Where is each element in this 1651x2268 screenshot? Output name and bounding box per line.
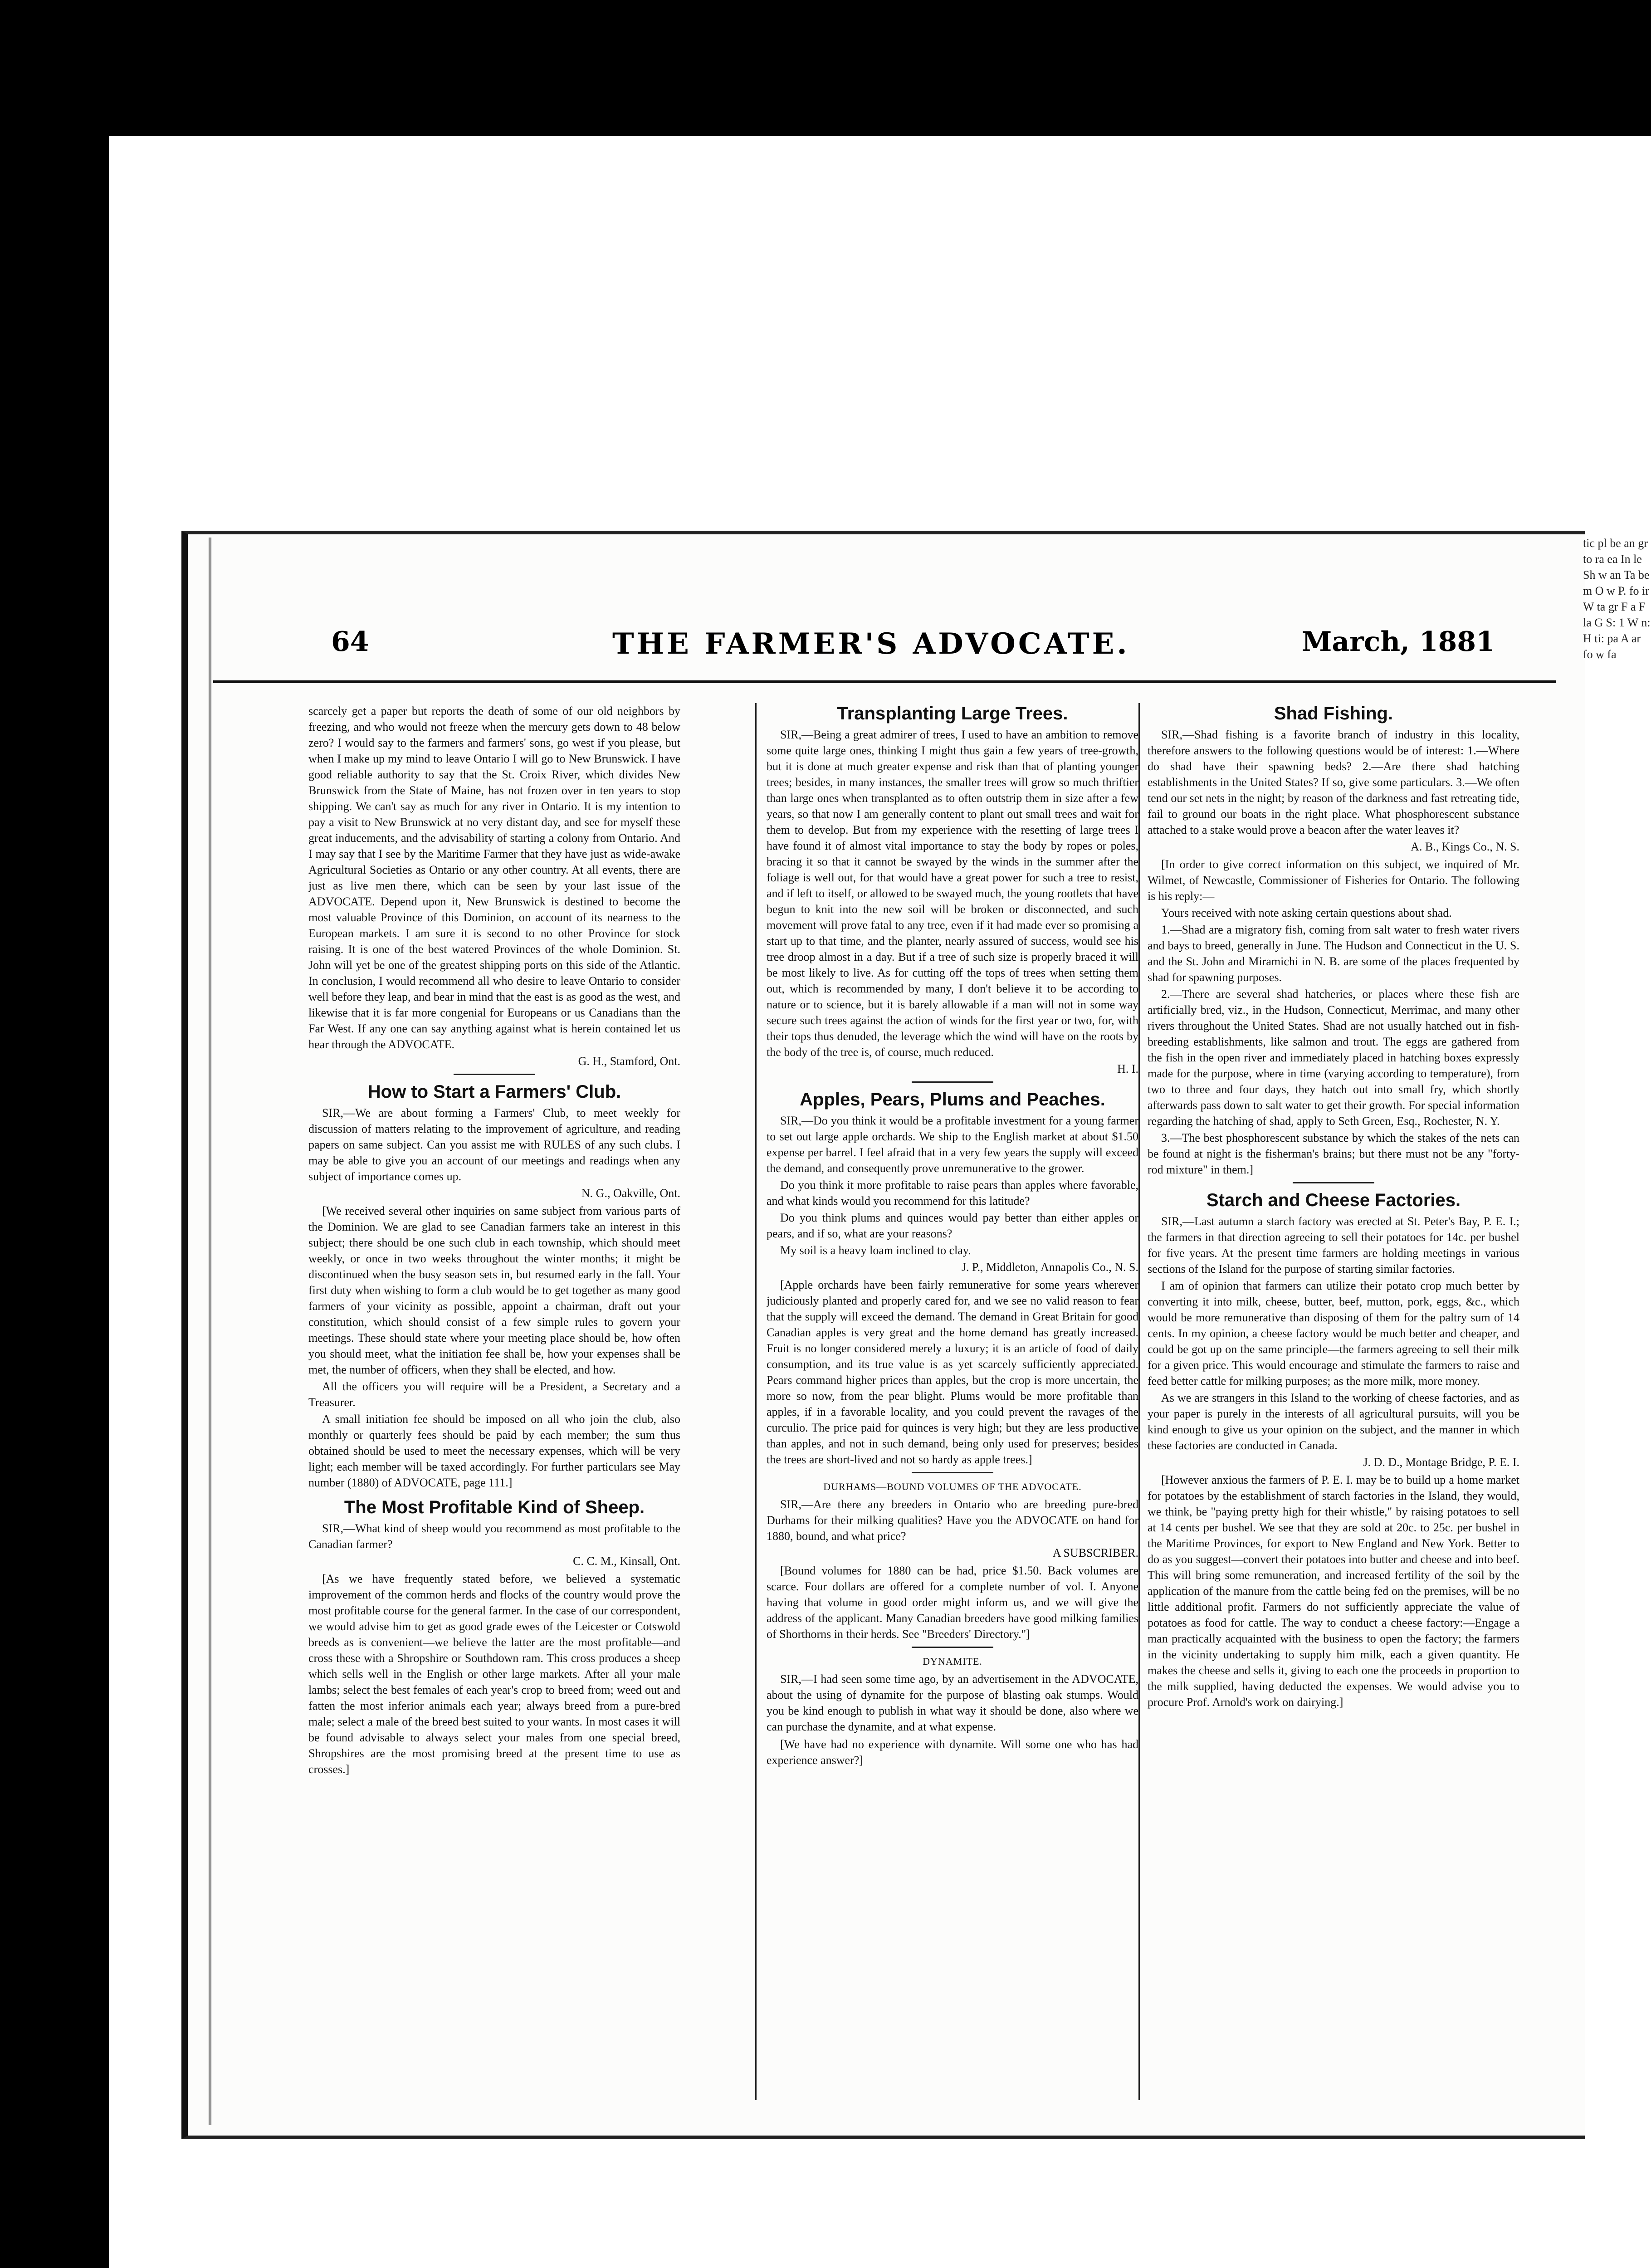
paragraph: [Apple orchards have been fairly remunerative for some years wherever judiciously planted and properly cared for, and we see no valid reason to fear that the supply will exceed the demand. The demand in Great Britain for good Canadian apples is very great and the home demand has greatly increased. Fruit is no longer considered merely a luxury; it is an article of food of daily consumption, and its true value is as yet scarcely sufficiently appreciated. Pears command higher prices than apples, but the crop is more uncertain, the more so now, from the pear blight. Plums would be more profitable than apples, if in a favorable locality, and you could prevent the ravages of the curculio. The price paid for quinces is very high; but they are less productive than apples, and not in such demand, being only used for preserves; besides the trees are short-lived and not so hardy as apple trees.] xyxy=(767,1278,1138,1466)
paragraph: All the officers you will require will be a President, a Secretary and a Treasurer. xyxy=(308,1380,680,1409)
article-heading: Transplanting Large Trees. xyxy=(837,704,1068,723)
divider xyxy=(912,1647,993,1648)
paragraph: 2.—There are several shad hatcheries, or places where these fish are artificially bred, viz., in the Hudson, Connecticut, Merrimac, and many other rivers throughout the United States. Shad are not usually hatched out in fish-breeding establishments, like salmon and trout. The eggs are gathered from the fish in the open river and immediately placed in hatching boxes expressly made for the purpose, where in time (varying according to temperature), from two to three and four days, they hatch out into small fry, which shortly afterwards pass down to salt water to get their growth. For special information regarding the hatching of shad, apply to Seth Green, Esq., Rochester, N. Y. xyxy=(1148,987,1519,1128)
paragraph: My soil is a heavy loam inclined to clay. xyxy=(780,1244,971,1257)
paragraph: SIR,—We are about forming a Farmers' Club, to meet weekly for discussion of matters relating to the improvement of agriculture, and reading papers on same subject. Can you assist me with RULES of any such clubs. I may be able to give you an account of our meetings and readings when any subject of importance comes up. xyxy=(308,1106,680,1183)
paragraph: 1.—Shad are a migratory fish, coming from salt water to fresh water rivers and bays to breed, generally in June. The Hudson and Connecticut in the U. S. and the St. John and Miramichi in N. B. are some of the places frequented by shad for spawning purposes. xyxy=(1148,923,1519,984)
paragraph: SIR,—Shad fishing is a favorite branch of industry in this locality, therefore answers to the following questions would be of interest: 1.—Where do shad have their spawning beds? 2.—Are there shad hatching establishments in the United States? If so, give some particulars. 3.—We often tend our set nets in the night; by reason of the darkness and fast retreating tide, fail to ground our boats in the right place. What phosphorescent substance attached to a stake would prove a beacon after the water leaves it? xyxy=(1148,728,1519,836)
paragraph: I am of opinion that farmers can utilize their potato crop much better by converting it into milk, cheese, butter, beef, mutton, pork, eggs, &c., which would be more remunerative than disposing of them for the paltry sum of 14 cents. In my opinion, a cheese factory would be much better and cheaper, and could be got up on the same principle—the farmers agreeing to sell their milk for a given price. This would encourage and stimulate the farmers to raise and feed better cattle for milking purposes; as the more milk, more money. xyxy=(1148,1279,1519,1388)
column-2 xyxy=(767,703,1138,2109)
paragraph: SIR,—What kind of sheep would you recommend as most profitable to the Canadian farmer? xyxy=(308,1522,680,1551)
article-heading: Starch and Cheese Factories. xyxy=(1206,1190,1461,1210)
column-rule xyxy=(1138,703,1140,2100)
signature: A SUBSCRIBER. xyxy=(1052,1546,1138,1559)
subheading: DURHAMS—BOUND VOLUMES OF THE ADVOCATE. xyxy=(823,1481,1082,1492)
paragraph: [We have had no experience with dynamite. Will some one who has had experience answer?] xyxy=(767,1738,1138,1767)
article-heading: Apples, Pears, Plums and Peaches. xyxy=(800,1090,1105,1110)
paragraph: [However anxious the farmers of P. E. I. may be to build up a home market for potatoes by the establishment of starch factories in the Island, they would, we think, be "paying pretty high for their whistle," by raising potatoes to sell at 14 cents per bushel. We see that they are sold at 20c. to 25c. per bushel in the Maritime Provinces, for export to New England and New York. Better to do as you suggest—convert their potatoes into butter and cheese and into beef. This will bring some remuneration, and increased fertility of the soil by the application of the manure from the cattle being fed on the premises, will be no little additional profit. Farmers do not sufficiently appreciate the value of potatoes as food for cattle. The way to conduct a cheese factory:—Engage a man practically acquainted with the business to open the factory; the farmers in the vicinity undertaking to supply him milk, each a given quantity. He makes the cheese and sells it, giving to each one the proceeds in proportion to the milk supplied, having deducted the expenses. We would advise you to procure Prof. Arnold's work on dairying.] xyxy=(1148,1473,1519,1709)
paragraph: [In order to give correct information on this subject, we inquired of Mr. Wilmet, of Newcastle, Commissioner of Fisheries for Ontario. The following is his reply:— xyxy=(1148,858,1519,903)
paragraph: SIR,—Last autumn a starch factory was erected at St. Peter's Bay, P. E. I.; the farmers in that direction agreeing to sell their potatoes for 14c. per bushel for five years. At the present time farmers are holding meetings in various sections of the Island for the purpose of starting similar factories. xyxy=(1148,1215,1519,1276)
signature: H. I. xyxy=(1117,1062,1138,1075)
paragraph: [We received several other inquiries on same subject from various parts of the Dominion. We are glad to see Canadian farmers take an interest in this subject; there should be one such club in each township, which should meet weekly, or once in two weeks throughout the winter months; it might be discontinued when the busy season sets in, but resumed early in the fall. Your first duty when wishing to form a club would be to get together as many good farmers of your vicinity as possible, appoint a chairman, draft out your constitution, which should consist of a few simple rules to govern your meetings. These should state where your meeting place should be, how often you should meet, what the initiation fee shall be, how your expenses shall be met, the number of officers, when they shall be elected, and how. xyxy=(308,1204,680,1376)
book-spine xyxy=(190,538,211,2125)
paragraph: 3.—The best phosphorescent substance by which the stakes of the nets can be found at night is the fisherman's brains; but there must not be any "forty-rod mixture" in them.] xyxy=(1148,1131,1519,1176)
column-1 xyxy=(308,703,680,2109)
paragraph: scarcely get a paper but reports the death of some of our old neighbors by freezing, and who would not freeze when the mercury gets down to 48 below zero? I would say to the farmers and farmers' sons, go west if you please, but when I make up my mind to leave Ontario I will go to New Brunswick. I have good reliable authority to say that the St. Croix River, which divides New Brunswick from the State of Maine, has not frozen over in ten years to stop shipping. We can't say as much for any river in Ontario. It is my intention to pay a visit to New Brunswick at no very distant day, and see for myself these great inducements, and the advisability of starting a colony from Ontario. And I may say that I see by the Maritime Farmer that they have just as wide-awake Agricultural Societies as Ontario or any other country. At all events, there are just as live men there, which can be seen by your last issue of the ADVOCATE. Depend upon it, New Brunswick is destined to become the most valuable Province of this Dominion, on account of its nearness to the European markets. I am sure it is second to no other Province for stock raising. It is one of the best watered Provinces of the whole Dominion. St. John will yet be one of the greatest shipping ports on this side of the Atlantic. In conclusion, I would recommend all who desire to leave Ontario to consider well before they leap, and bear in mind that the east is as good as the west, and likewise that it is far more congenial for Europeans or us Canadians than the Far West. If any one can say anything against what is herein contained let us hear through the ADVOCATE. xyxy=(308,704,680,1051)
facing-page-edge xyxy=(1583,535,1651,2150)
paragraph: As we are strangers in this Island to the working of cheese factories, and as your paper is purely in the interests of all agricultural pursuits, will you be kind enough to give us your opinion on the subject, and the manner in which these factories are conducted in Canada. xyxy=(1148,1391,1519,1452)
paragraph: SIR,—Are there any breeders in Ontario who are breeding pure-bred Durhams for their milking qualities? Have you the ADVOCATE on hand for 1880, bound, and what price? xyxy=(767,1498,1138,1543)
facing-page-text: tic pl be an gr to ra ea In le Sh w an Ta be m O w P. fo ir W ta gr F a F la G S: 1 W n: H ti: pa A ar fo w fa xyxy=(1583,537,1651,661)
page-number: 64 xyxy=(331,626,369,658)
signature: N. G., Oakville, Ont. xyxy=(581,1187,680,1200)
masthead: THE FARMER'S ADVOCATE. xyxy=(612,627,1130,661)
signature: C. C. M., Kinsall, Ont. xyxy=(573,1554,680,1568)
paragraph: [Bound volumes for 1880 can be had, price $1.50. Back volumes are scarce. Four dollars are offered for a complete number of vol. I. Anyone having that volume in good order might inform us, and we will give the address of the applicant. Many Canadian breeders have good milking families of Shorthorns in their herds. See "Breeders' Directory."] xyxy=(767,1564,1138,1641)
issue-date: March, 1881 xyxy=(1302,626,1495,658)
page-header xyxy=(213,626,1556,683)
paragraph: Yours received with note asking certain questions about shad. xyxy=(1161,906,1452,919)
subheading: DYNAMITE. xyxy=(923,1656,982,1667)
paragraph: SIR,—Being a great admirer of trees, I used to have an ambition to remove some quite large ones, thinking I might thus gain a few years of tree-growth, but it is done at much greater expense and risk than that of planting younger trees; besides, in many instances, the smaller trees will grow so much thriftier than large ones when transplanted as to often outstrip them in size after a few years, so that now I am generally content to plant out small trees and wait for them to develop. But from my experience with the resetting of large trees I have found it of almost vital importance to stay the body by ropes or poles, bracing it so that it cannot be swayed by the winds in the summer after the foliage is well out, for that would have a great power for such a tree to resist, and if left to itself, or allowed to be swayed much, the young rootlets that have begun to knit into the new soil will be broken or disconnected, and such movement will prove fatal to any tree, even if it had made ever so promising a start up to that time, and the planter, nearly assured of success, would see his tree droop almost in a day. But if a tree of such size is properly braced it will be most likely to live. As for cutting off the tops of trees when setting them out, which is recommended by many, I don't believe it to be according to nature or to science, but it is barely allowable if a man will not in some way secure such trees against the action of winds for the first year or two, for, with their tops thus denuded, the leverage which the wind will have on the roots by the body of the tree is, of course, much reduced. xyxy=(767,728,1138,1059)
signature: J. D. D., Montage Bridge, P. E. I. xyxy=(1363,1456,1519,1469)
column-rule xyxy=(755,703,757,2100)
signature: G. H., Stamford, Ont. xyxy=(578,1055,680,1068)
divider xyxy=(912,1472,993,1473)
paragraph: SIR,—Do you think it would be a profitable investment for a young farmer to set out large apple orchards. We ship to the English market at about $1.50 expense per barrel. I feel afraid that in a very few years the supply will exceed the demand, and consequently prove unremunerative to the grower. xyxy=(767,1114,1138,1175)
paragraph: [As we have frequently stated before, we believed a systematic improvement of the common herds and flocks of the country would prove the most profitable course for the general farmer. In the case of our correspondent, we would advise him to get as good grade ewes of the Leicester or Cotswold breeds as is convenient—we believe the latter are the most profitable—and cross these with a Shropshire or Southdown ram. This cross produces a sheep which sells well in the English or other large markets. After all your male lambs; select the best females of each year's crop to breed from; weed out and fatten the most inferior animals each year; always breed from a pure-bred male; select a male of the breed best suited to your wants. In most cases it will be found advisable to always select your males from one special breed, Shropshires are the most promising breed at the present time to use as crosses.] xyxy=(308,1572,680,1776)
signature: J. P., Middleton, Annapolis Co., N. S. xyxy=(961,1261,1138,1274)
signature: A. B., Kings Co., N. S. xyxy=(1411,840,1519,853)
divider xyxy=(454,1074,535,1075)
divider xyxy=(912,1081,993,1083)
article-heading: How to Start a Farmers' Club. xyxy=(367,1082,621,1102)
column-3 xyxy=(1148,703,1519,2109)
paragraph: Do you think it more profitable to raise pears than apples where favorable, and what kinds would you recommend for this latitude? xyxy=(767,1178,1138,1207)
paragraph: Do you think plums and quinces would pay better than either apples or pears, and if so, what are your reasons? xyxy=(767,1211,1138,1240)
article-heading: Shad Fishing. xyxy=(1274,704,1393,723)
paragraph: A small initiation fee should be imposed on all who join the club, also monthly or quarterly fees should be paid by each member; the sum thus obtained should be used to meet the necessary expenses, which will be very light; each member will be taxed accordingly. For further particulars see May number (1880) of ADVOCATE, page 111.] xyxy=(308,1413,680,1489)
paragraph: SIR,—I had seen some time ago, by an advertisement in the ADVOCATE, about the using of dynamite for the purpose of blasting oak stumps. Would you be kind enough to publish in what way it should be done, also where we can purchase the dynamite, and at what expense. xyxy=(767,1672,1138,1733)
divider xyxy=(1293,1182,1374,1183)
newspaper-page xyxy=(213,626,1551,2109)
article-heading: The Most Profitable Kind of Sheep. xyxy=(344,1497,645,1517)
